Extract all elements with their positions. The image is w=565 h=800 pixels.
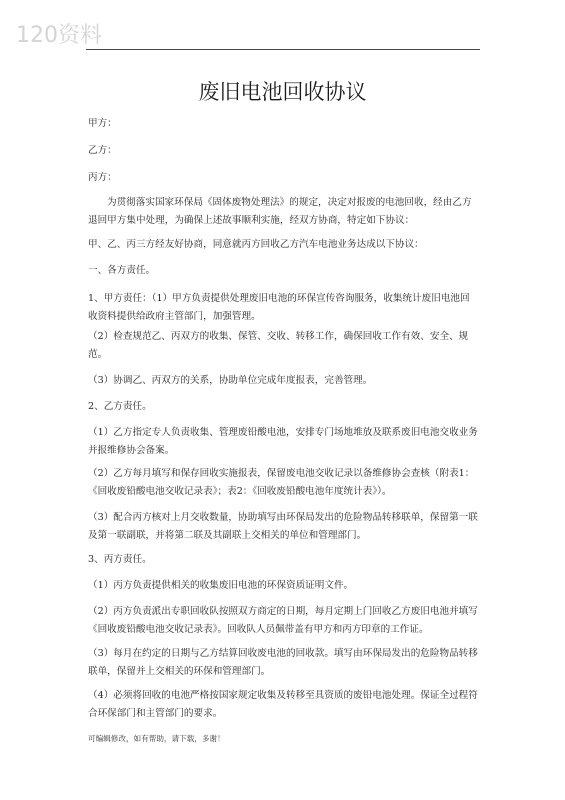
party-b-heading: 2、乙方责任。 <box>88 401 152 412</box>
party-c-label: 丙方： <box>88 172 117 183</box>
header-rule <box>86 49 480 50</box>
party-a-duty-3: （3）协调乙、丙双方的关系，协助单位完成年度报表，完善管理。 <box>88 375 373 386</box>
party-a-label: 甲方： <box>88 118 117 129</box>
party-c-duty-2: （2）丙方负责派出专职回收队按照双方商定的日期，每月定期上门回收乙方废旧电池并填写《回收废铅酸电池交收记录表》。回收队人员佩带盖有甲方和丙方印章的工作证。 <box>88 606 478 635</box>
party-a-duty-1: 1、甲方责任：（1）甲方负责提供处理废旧电池的环保宣传咨询服务，收集统计废旧电池回收资料提供给政府主管部门，加强管理。 <box>88 293 470 322</box>
party-b-duty-3: （3）配合丙方核对上月交收数量，协助填写由环保局发出的危险物品转移联单，保留第一联及第一联副联，并将第二联及其副联上交相关的单位和管理部门。 <box>88 512 478 541</box>
document-title: 废旧电池回收协议 <box>198 80 367 104</box>
party-b-duty-2: （2）乙方每月填写和保存回收实施报表，保留废电池交收记录以备维修协会查核（附表1：《回收废铅酸电池交收记录表》；表2：《回收废铅酸电池年度统计表》）。 <box>88 468 475 497</box>
agreement-paragraph: 甲、乙、丙三方经友好协商，同意就丙方回收乙方汽车电池业务达成以下协议： <box>88 239 424 250</box>
section-heading: 一、各方责任。 <box>88 265 156 276</box>
party-c-duty-4: （4）必须将回收的电池严格按国家规定收集及转移至具资质的废铅电池处理。保证全过程符合环保部门和主管部门的要求。 <box>88 690 478 719</box>
watermark-logo: 120资料 <box>16 23 102 48</box>
footer-note: 可编辑修改，如有帮助，请下载，多谢！ <box>88 734 225 743</box>
party-b-duty-1: （1）乙方指定专人负责收集、管理废铅酸电池，安排专门场地堆放及联系废旧电池交收业务并报维修协会备案。 <box>88 427 478 456</box>
party-c-heading: 3、丙方责任。 <box>88 554 152 565</box>
party-a-duty-2: （2）检查规范乙、丙双方的收集、保管、交收、转移工作，确保回收工作有效、安全、规范。 <box>88 331 469 360</box>
party-c-duty-1: （1）丙方负责提供相关的收集废旧电池的环保资质证明文件。 <box>88 580 354 591</box>
party-c-duty-3: （3）每月在约定的日期与乙方结算回收废电池的回收款。填写由环保局发出的危险物品转移联单，保留并上交相关的环保和管理部门。 <box>88 648 478 677</box>
party-b-label: 乙方： <box>88 145 117 156</box>
intro-paragraph: 为贯彻落实国家环保局《固体废物处理法》的规定，决定对报废的电池回收，经由乙方退回甲方集中处理，为确保上述故事顺利实施，经双方协商，特定如下协议： <box>88 197 472 226</box>
